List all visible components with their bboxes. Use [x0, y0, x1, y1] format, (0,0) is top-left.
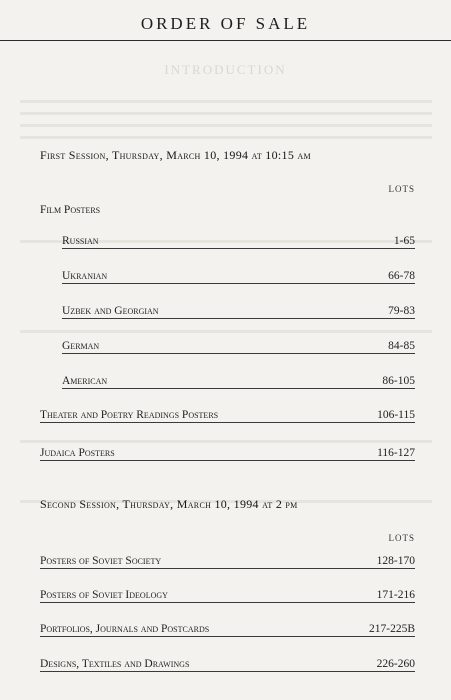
- lot-row-label: Theater and Poetry Readings Posters: [40, 409, 219, 421]
- row-rule: [40, 422, 415, 423]
- bleed-through-text: [20, 440, 432, 443]
- lot-row-uzbek-georgian: [62, 303, 415, 319]
- category-film-posters: Film Posters: [40, 204, 101, 216]
- lot-range: 1-65: [393, 235, 415, 247]
- lot-row-judaica: [40, 445, 415, 461]
- page-title: ORDER OF SALE: [140, 14, 311, 33]
- lot-row-label: Judaica Posters: [40, 447, 115, 459]
- lot-row-ukranian: [62, 268, 415, 284]
- lot-row-portfolios: [40, 621, 415, 637]
- lot-row-theater-poetry: [40, 407, 415, 423]
- lot-row-american: [62, 373, 415, 389]
- row-rule: [40, 460, 415, 461]
- second-session-heading: Second Session, Thursday, March 10, 1994 at 2 pm: [40, 497, 298, 511]
- row-rule: [62, 283, 415, 284]
- bleed-through-text: [20, 112, 432, 115]
- lot-range: 79-83: [388, 305, 415, 317]
- lot-row-label: Uzbek and Georgian: [62, 305, 159, 317]
- lot-row-soviet-society: [40, 553, 415, 569]
- lot-row-label: German: [62, 340, 100, 352]
- lot-row-russian: [62, 233, 415, 249]
- row-rule: [40, 636, 415, 637]
- lot-row-label: Ukranian: [62, 270, 108, 282]
- lot-row-soviet-ideology: [40, 587, 415, 603]
- row-rule: [62, 318, 415, 319]
- row-rule: [62, 388, 415, 389]
- lot-range: 226-260: [376, 658, 415, 670]
- lot-row-designs: [40, 656, 415, 672]
- bleed-through-text: [20, 136, 432, 139]
- lot-row-label: Designs, Textiles and Drawings: [40, 658, 190, 670]
- first-session-lots-label: LOTS: [388, 184, 415, 194]
- row-rule: [40, 602, 415, 603]
- first-session-heading: First Session, Thursday, March 10, 1994 at 10:15 am: [40, 148, 311, 162]
- lot-range: 128-170: [376, 555, 415, 567]
- lot-range: 66-78: [388, 270, 415, 282]
- lot-range: 84-85: [388, 340, 415, 352]
- row-rule: [62, 248, 415, 249]
- row-rule: [40, 568, 415, 569]
- row-rule: [40, 671, 415, 672]
- second-session-lots-label: LOTS: [388, 533, 415, 543]
- bleed-through-text: [20, 330, 432, 333]
- lot-range: 116-127: [377, 447, 415, 459]
- lot-range: 217-225B: [369, 623, 415, 635]
- lot-row-label: Posters of Soviet Ideology: [40, 589, 168, 601]
- lot-row-german: [62, 338, 415, 354]
- lot-row-label: Russian: [62, 235, 99, 247]
- row-rule: [62, 353, 415, 354]
- lot-range: 171-216: [376, 589, 415, 601]
- bleed-through-text: [20, 100, 432, 103]
- bleed-through-heading: INTRODUCTION: [164, 62, 287, 77]
- lot-row-label: Portfolios, Journals and Postcards: [40, 623, 210, 635]
- title-rule: [0, 40, 451, 41]
- lot-row-label: Posters of Soviet Society: [40, 555, 162, 567]
- lot-range: 106-115: [377, 409, 415, 421]
- lot-row-label: American: [62, 375, 108, 387]
- lot-range: 86-105: [382, 375, 415, 387]
- bleed-through-text: [20, 124, 432, 127]
